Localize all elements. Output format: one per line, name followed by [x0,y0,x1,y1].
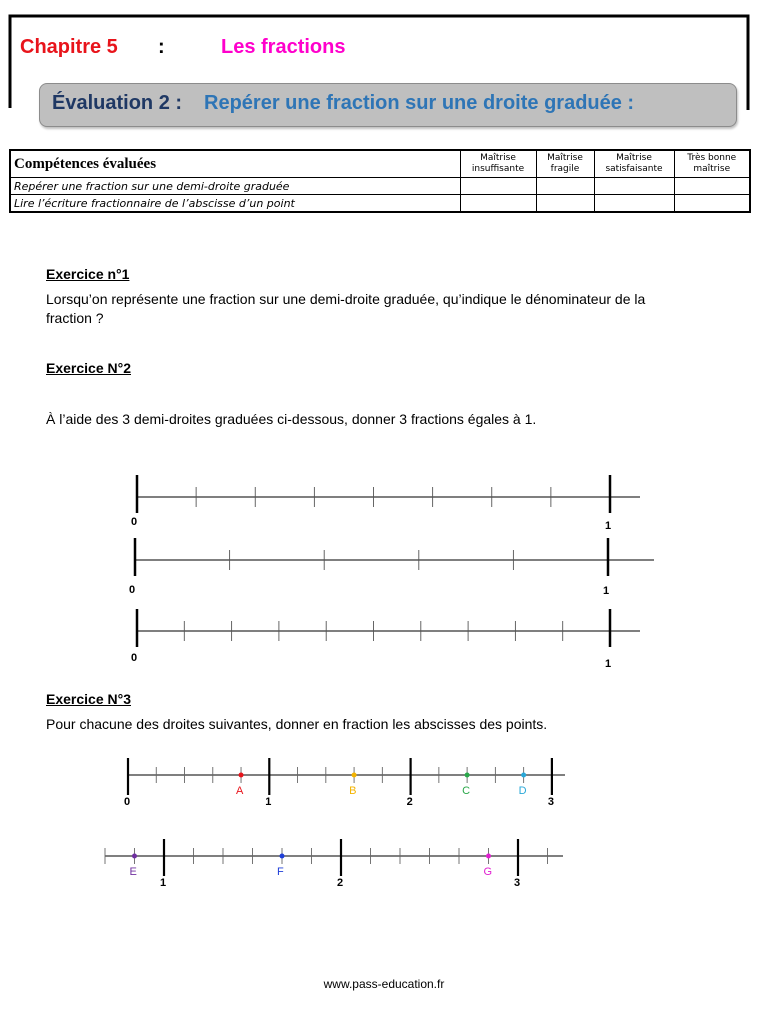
point-label: C [462,785,471,797]
checkbox-cell[interactable] [594,195,674,213]
unit-label: 3 [514,877,521,889]
point-label: G [483,866,493,878]
point-marker [352,773,357,778]
table-row [10,195,750,213]
checkbox-cell[interactable] [674,178,750,195]
point-marker [521,773,526,778]
point-marker [132,854,137,859]
unit-label: 1 [160,877,167,889]
point-marker [239,773,244,778]
exercise-1-title: Exercice n°1 [46,266,130,282]
checkbox-cell[interactable] [594,178,674,195]
point-label: A [236,785,244,797]
exercise-1-text-line2: fraction ? [46,310,104,326]
chapter-colon: : [158,36,165,58]
point-marker [465,773,470,778]
level-header: Maîtrise insuffisante [460,150,536,178]
footer-url: www.pass-education.fr [323,977,445,991]
level-header: Très bonne maîtrise [674,150,750,178]
exercise-1-text-line1: Lorsqu’on représente une fraction sur une demi-droite graduée, qu’indique le dénominateur de la [46,291,646,307]
label-one: 1 [605,520,612,532]
unit-label: 2 [337,877,344,889]
checkbox-cell[interactable] [674,195,750,213]
unit-label: 2 [406,796,413,808]
exercise-3-text: Pour chacune des droites suivantes, donner en fraction les abscisses des points. [46,716,548,732]
point-label: B [349,785,357,797]
skill-cell: Repérer une fraction sur une demi-droite graduée [10,178,460,195]
unit-label: 3 [547,796,555,808]
point-marker [280,854,285,859]
evaluation-title: Repérer une fraction sur une droite graduée : [204,92,635,114]
exercise-2-number-lines [0,465,768,675]
table-row [10,178,750,195]
chapter-title: Les fractions [221,36,346,58]
unit-label: 1 [265,796,272,808]
unit-label: 0 [124,796,131,808]
exercise-3-title: Exercice N°3 [46,691,131,707]
checkbox-cell[interactable] [536,178,594,195]
point-marker [486,854,491,859]
skills-header-row [10,150,750,178]
point-label: E [129,866,137,878]
exercise-3-number-lines [0,750,768,900]
exercise-2-title: Exercice N°2 [46,360,131,376]
chapter-label: Chapitre 5 [20,36,118,58]
evaluation-label: Évaluation 2 : [52,92,183,114]
checkbox-cell[interactable] [536,195,594,213]
checkbox-cell[interactable] [460,178,536,195]
exercise-2-text: À l’aide des 3 demi-droites graduées ci-dessous, donner 3 fractions égales à 1. [46,411,537,427]
label-one: 1 [603,585,610,597]
point-label: D [518,785,527,797]
skill-cell: Lire l’écriture fractionnaire de l’abscisse d’un point [10,195,460,213]
label-zero: 0 [131,652,138,664]
label-zero: 0 [131,516,138,528]
skills-table [9,149,751,213]
point-label: F [277,866,284,878]
label-one: 1 [605,658,612,670]
skills-header: Compétences évaluées [10,150,460,178]
checkbox-cell[interactable] [460,195,536,213]
level-header: Maîtrise fragile [536,150,594,178]
level-header: Maîtrise satisfaisante [594,150,674,178]
label-zero: 0 [129,584,136,596]
